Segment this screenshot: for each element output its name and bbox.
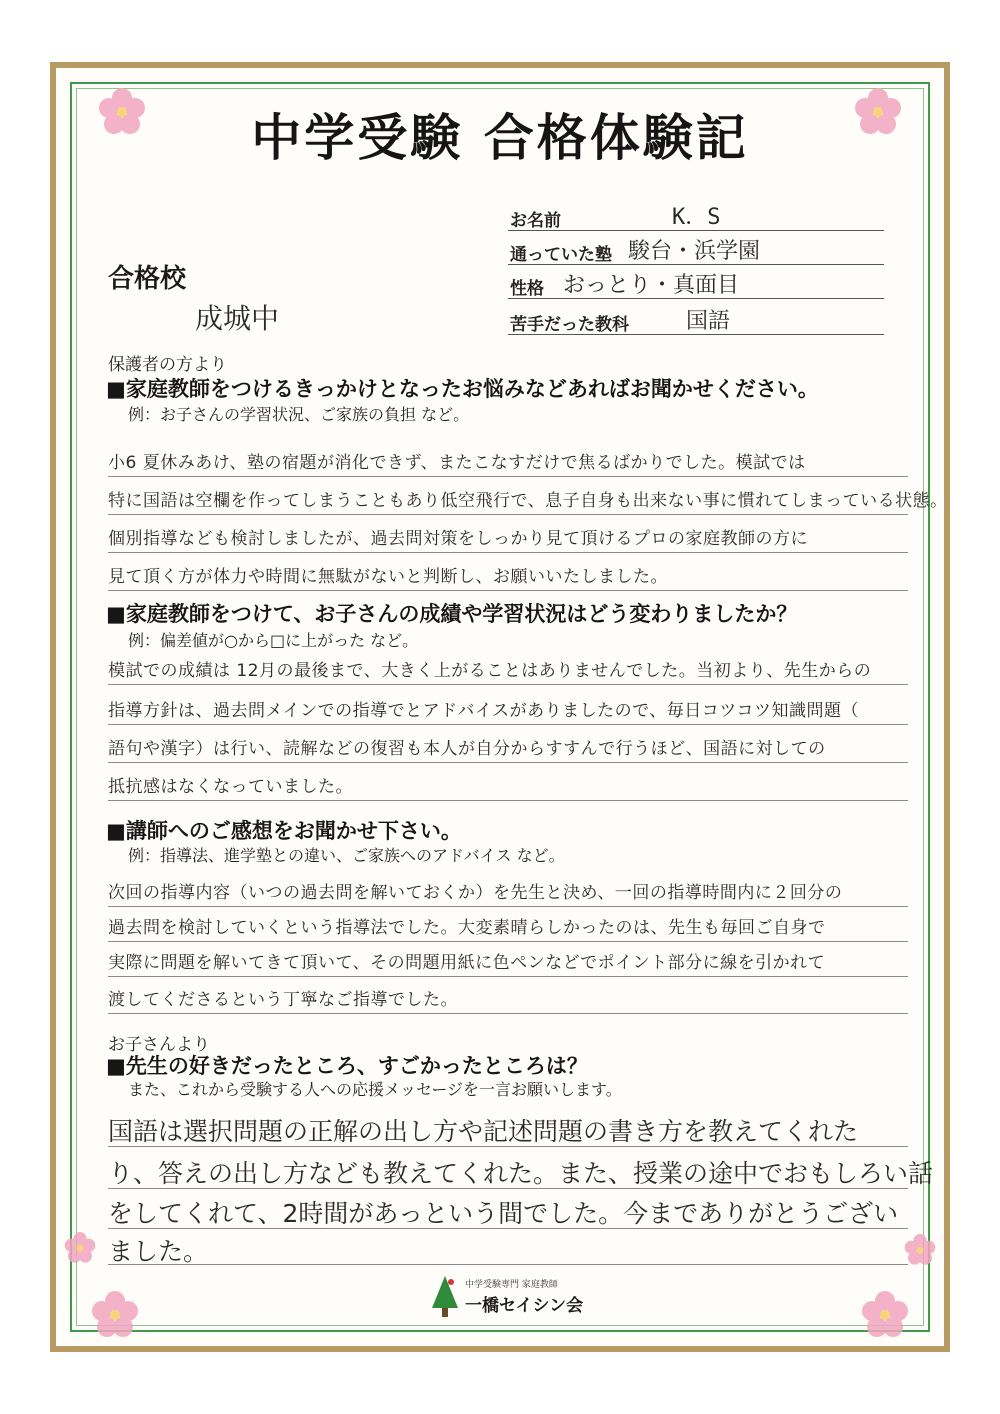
divider [508,230,884,231]
ruled-line [108,1013,908,1014]
question-example: 例：お子さんの学習状況、ご家族の負担 など。 [128,405,470,424]
school-value: 成城中 [195,302,280,335]
name-label: お名前 [510,211,561,231]
divider [508,334,884,335]
ruled-line [108,1146,908,1147]
personality-value: おっとり・真面目 [563,273,740,298]
divider [508,264,884,265]
ruled-line [108,762,908,763]
answer-line: 実際に問題を解いてきて頂いて、その問題用紙に色ペンなどでポイント部分に線を引かれて [108,953,826,973]
ruled-line [108,976,908,977]
personality-label: 性格 [510,279,544,299]
ruled-line [108,941,908,942]
divider [508,298,884,299]
child-section-label: お子さんより [108,1035,210,1055]
ruled-line [108,1188,908,1189]
tree-logo-icon [430,1274,460,1318]
answer-line: 見て頂く方が体力や時間に無駄がないと判断し、お願いいたしました。 [108,567,668,587]
ruled-line [108,1228,908,1229]
answer-line: 個別指導なども検討しましたが、過去問対策をしっかり見て頂けるプロの家庭教師の方に [108,529,808,549]
answer-line: 抵抗感はなくなっていました。 [108,777,353,797]
question-example: 例：偏差値が○から□に上がった など。 [128,631,419,650]
flower-icon [60,1228,100,1268]
answer-line: ました。 [108,1237,209,1266]
ruled-line [108,590,908,591]
question-heading: ■講師へのご感想をお聞かせ下さい。 [106,818,462,843]
answer-line: 次回の指導内容（いつの過去問を解いておくか）を先生と決め、一回の指導時間内に２回分の [108,883,843,903]
answer-line: 小6 夏休みあけ、塾の宿題が消化できず、またこなすだけで焦るばかりでした。模試では [108,453,806,473]
juku-value: 駿台・浜学園 [628,239,761,264]
answer-line: り、答えの出し方なども教えてくれた。また、授業の途中でおもしろい話 [108,1159,934,1188]
weak-subject-label: 苦手だった教科 [510,315,629,335]
ruled-line [108,906,908,907]
ruled-line [108,800,908,801]
answer-line: 渡してくださるという丁寧なご指導でした。 [108,990,458,1010]
question-heading: ■家庭教師をつけるきっかけとなったお悩みなどあればお聞かせください。 [106,376,819,401]
weak-subject-value: 国語 [686,309,731,334]
answer-line: 指導方針は、過去問メインでの指導でとアドバイスがありましたので、毎日コツコツ知識問題（ [108,701,859,721]
question-example: 例：指導法、進学塾との違い、ご家族へのアドバイス など。 [128,846,565,865]
school-label: 合格校 [108,264,187,294]
parent-section-label: 保護者の方より [108,355,227,375]
ruled-line [108,514,908,515]
answer-line: 特に国語は空欄を作ってしまうこともあり低空飛行で、息子自身も出来ない事に慣れてしまっている状態。 [108,491,948,511]
ruled-line [108,476,908,477]
question-heading: ■先生の好きだったところ、すごかったところは？ [106,1053,588,1078]
ruled-line [108,724,908,725]
answer-line: をしてくれて、2時間があっという間でした。今までありがとうござい [108,1199,899,1228]
ruled-line [108,552,908,553]
ruled-line [108,1264,908,1265]
answer-line: 過去問を検討していくという指導法でした。大変素晴らしかったのは、先生も毎回ご自身で [108,918,826,938]
logo-name: 一橋セイシン会 [465,1296,584,1316]
logo-tagline: 中学受験専門 家庭教師 [465,1280,558,1290]
name-value: K．S [672,205,721,230]
flower-icon [855,1285,915,1345]
answer-line: 国語は選択問題の正解の出し方や記述問題の書き方を教えてくれた [108,1117,859,1146]
page-title: 中学受験 合格体験記 [251,108,749,167]
question-subheading: また、これから受験する人への応援メッセージを一言お願いします。 [128,1080,622,1099]
ruled-line [108,684,908,685]
flower-icon [85,1285,145,1345]
juku-label: 通っていた塾 [510,245,612,265]
answer-line: 語句や漢字）は行い、読解などの復習も本人が自分からすすんで行うほど、国語に対しての [108,739,826,759]
question-heading: ■家庭教師をつけて、お子さんの成績や学習状況はどう変わりましたか？ [106,601,798,626]
answer-line: 模試での成績は 12月の最後まで、大きく上がることはありませんでした。当初より、先生からの [108,661,872,681]
